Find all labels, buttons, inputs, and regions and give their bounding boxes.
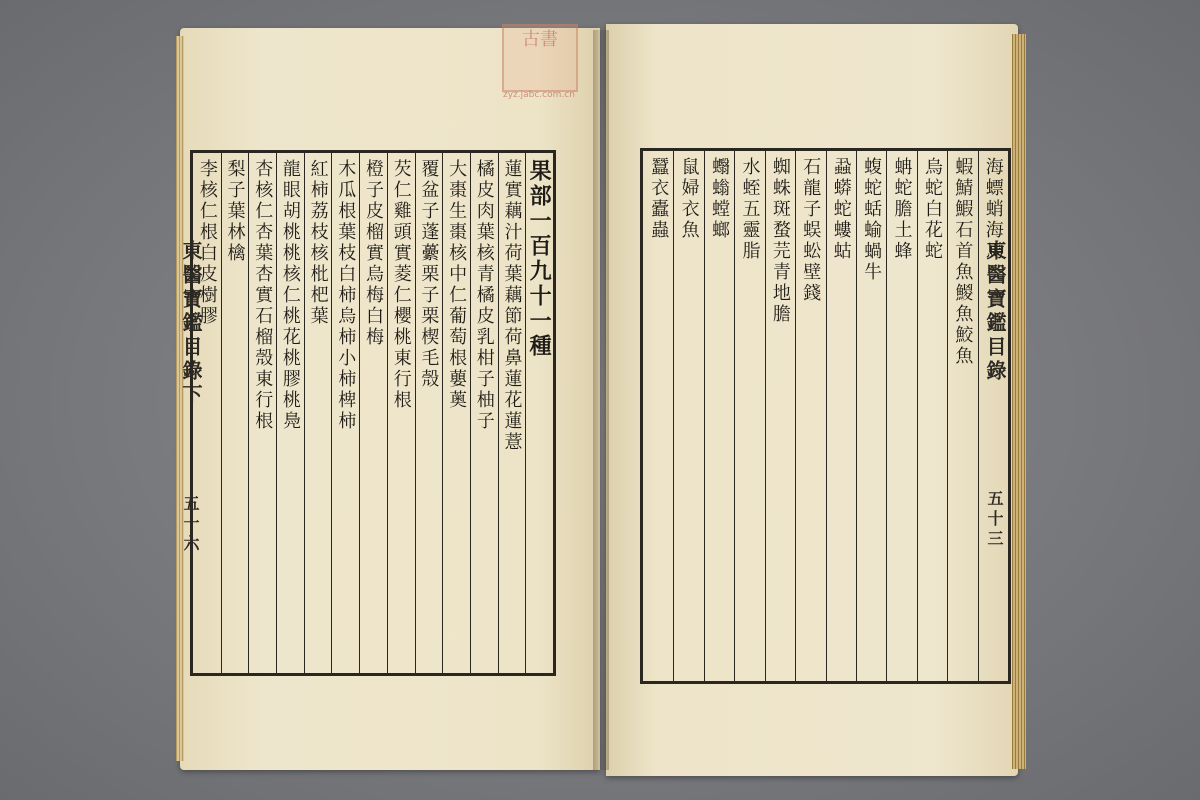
column-rule [498,153,499,673]
column-rule [795,151,796,681]
text-column: 石龍子蜈蚣壁錢 [800,157,822,304]
column-rule [886,151,887,681]
watermark-stamp [502,24,578,92]
text-column: 蠮螉螳螂 [709,157,731,241]
column-rule [525,153,526,673]
text-column: 蜘蛛斑蝥芫青地膽 [769,157,791,325]
right-fold-title: 東醫寶鑑目錄 [983,240,1007,384]
column-rule [856,151,857,681]
book-spine [593,30,609,770]
right-text-frame [640,148,1011,684]
text-column: 木瓜根葉枝白柿烏柿小柿椑柿 [335,159,357,432]
column-rule [304,153,305,673]
text-column: 蓮實藕汁荷葉藕節荷鼻蓮花蓮薏 [501,159,523,453]
column-rule [734,151,735,681]
text-column: 鼠婦衣魚 [678,157,700,241]
right-page-edges [1012,34,1026,769]
text-column: 橙子皮榴實烏梅白梅 [363,159,384,348]
text-column: 蝦鯖鰕石首魚鯼魚鮫魚 [952,157,974,367]
left-fold-number: 五十六 [181,495,200,555]
text-column: 梨子葉林檎 [224,159,246,264]
column-rule [978,151,979,681]
watermark-text: 古書 [522,29,558,50]
column-rule [470,153,471,673]
column-rule [826,151,827,681]
text-column: 橘皮肉葉核青橘皮乳柑子柚子 [473,159,495,432]
column-rule [331,153,332,673]
left-fold-title: 東醫寶鑑目錄下 [179,240,203,408]
column-rule [276,153,277,673]
column-rule [917,151,918,681]
column-rule [673,151,674,681]
text-column: 芡仁雞頭實菱仁櫻桃東行根 [390,159,412,411]
text-column: 紅柿荔枝核枇杷葉 [307,159,329,327]
text-column: 李核仁根白皮樹膠 [196,159,218,327]
column-rule [704,151,705,681]
text-column: 龍眼胡桃桃核仁桃花桃膠桃鳧 [279,159,301,432]
watermark-url: zyz.jabc.com.cn [503,90,575,100]
text-column: 水蛭五靈脂 [739,157,761,262]
column-rule [442,153,443,673]
text-column: 果部一百九十一種 [526,159,553,359]
right-fold-number: 五十三 [985,490,1004,550]
text-column: 海螵蛸海馬 [982,157,1004,262]
column-rule [359,153,360,673]
column-rule [947,151,948,681]
column-rule [765,151,766,681]
column-rule [415,153,416,673]
text-column: 蝨蟒蛇螻蛄 [830,157,852,262]
column-rule [387,153,388,673]
text-column: 覆盆子蓬虆栗子栗楔毛殼 [418,159,440,390]
text-column: 蠶衣蠹蟲 [648,157,670,241]
text-column: 杏核仁杏葉杏實石榴殼東行根 [252,159,274,432]
column-rule [221,153,222,673]
text-column: 大棗生棗核中仁葡萄根蘡薁 [446,159,468,411]
text-column: 烏蛇白花蛇 [921,157,943,262]
column-rule [248,153,249,673]
left-text-frame [190,150,556,676]
text-column: 蝮蛇蛞蝓蝸牛 [861,157,883,283]
text-column: 蚺蛇膽土蜂 [891,157,913,262]
